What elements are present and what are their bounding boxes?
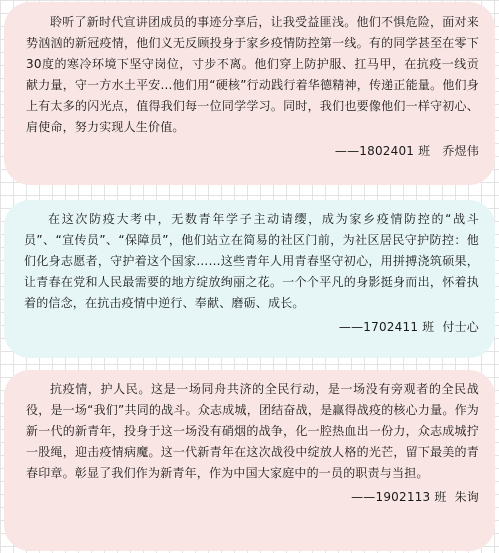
reflection-card-1 bbox=[4, 2, 495, 185]
card-body-text: 聆听了新时代宣讲团成员的事迹分享后，让我受益匪浅。他们不惧危险，面对来势汹汹的新冠疫情，他们义无反顾投身于家乡疫情防控第一线。有的同学甚至在零下30度的寒冷环境下坚守岗位，寸步不离。他们穿上防护服、扛马甲，在抗疫一线贡献力量，守一方水土平安...他们用“硬核”行动践行着华德精神，传递正能量。他们身上有太多的闪光点，值得我们每一位同学学习。同时，我们也要像他们一样守初心、肩使命，努力实现人生价值。 bbox=[26, 15, 479, 134]
card-signature: ——1802401 班 乔煜伟 bbox=[334, 144, 479, 158]
card-signature: ——1902113 班 朱询 bbox=[351, 490, 479, 504]
reflection-card-2 bbox=[4, 200, 495, 358]
reflection-card-3 bbox=[4, 370, 495, 551]
card-signature: ——1702411 班 付士心 bbox=[338, 320, 479, 334]
card-body-text: 在这次防疫大考中，无数青年学子主动请缨，成为家乡疫情防控的“战斗员”、“宣传员”、“保障员”，他们站立在简易的社区门前，为社区居民守护防控：他们化身志愿者，守护着这个国家……这些青年人用青春坚守初心，用拼搏浇筑硕果，让青春在党和人民最需要的地方绽放绚丽之花。一个个平凡的身影挺身而出，怀着执着的信念，在抗击疫情中逆行、奉献、磨砺、成长。 bbox=[24, 212, 479, 310]
card-body-text: 抗疫情，护人民。这是一场同舟共济的全民行动，是一场没有旁观者的全民战役，是一场“我们”共同的战斗。众志成城，团结奋战，是赢得战疫的核心力量。作为新一代的新青年，投身于这一场没有硝烟的战争，化一腔热血出一份力，众志成城拧一股绳，迎击疫情病魔。这一代新青年在这次战役中绽放人格的光芒，留下最美的青春印章。彰显了我们作为新青年，作为中国大家庭中的一员的职责与当担。 bbox=[26, 382, 479, 480]
